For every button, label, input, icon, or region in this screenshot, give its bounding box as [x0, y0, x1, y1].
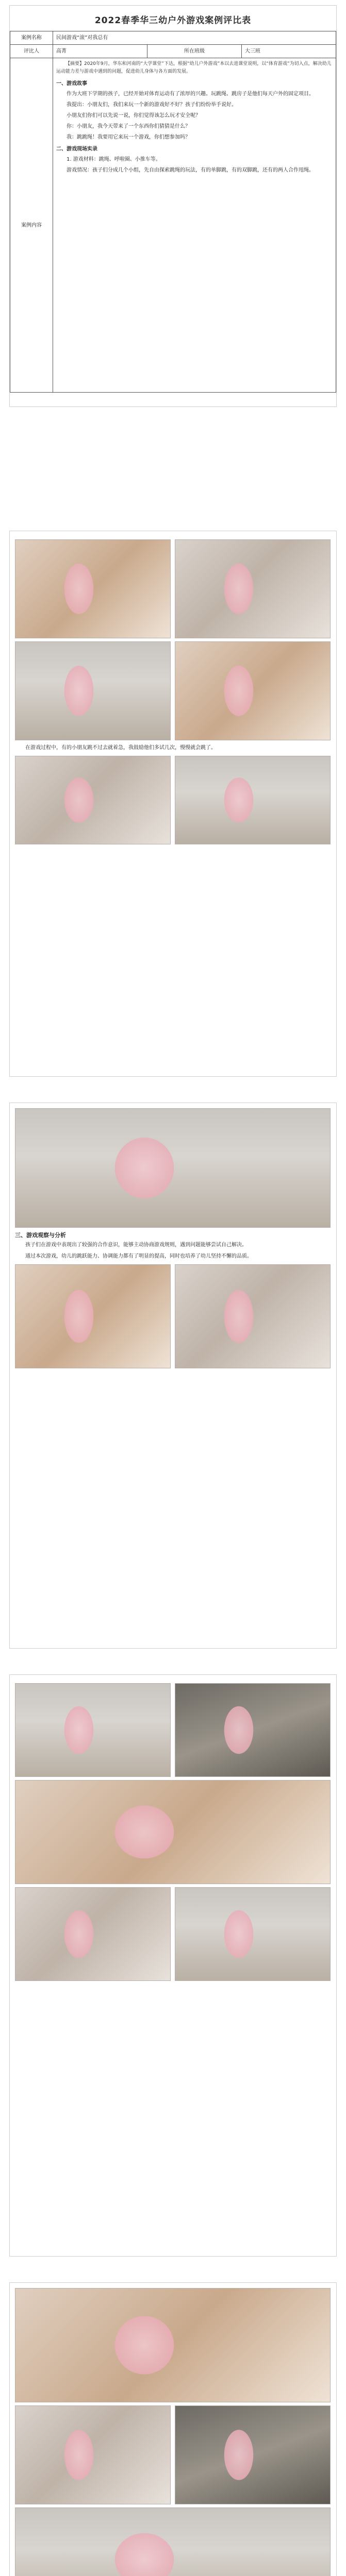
activity-photo	[175, 539, 331, 638]
activity-photo	[15, 1108, 331, 1228]
activity-photo	[175, 756, 331, 844]
activity-photo	[15, 1780, 331, 1884]
paragraph: 1. 游戏材料：跳绳、呼啦圈、小推车等。	[67, 156, 161, 162]
activity-photo	[175, 1683, 331, 1777]
section-heading: 二、游戏现场实录	[56, 146, 97, 152]
activity-photo	[175, 641, 331, 740]
activity-photo	[15, 2405, 171, 2504]
paragraph: 我：跳跳绳！我要用它来玩一个游戏，你们想参加吗？	[67, 134, 190, 140]
document-title: 2022春季华三幼户外游戏案例评比表	[94, 15, 252, 26]
activity-photo	[175, 1264, 331, 1368]
paragraph: 小朋友们你们可以先说一说，你们觉得该怎么玩才安全呢？	[67, 112, 201, 118]
activity-photo	[15, 641, 171, 740]
paragraph: 通过本次游戏，幼儿的跳跃能力、协调能力都有了明显的提高，同时也培养了幼儿坚持不懈的品质。	[25, 1253, 252, 1259]
class-value: 大三班	[242, 45, 336, 58]
activity-photo	[15, 2507, 331, 2576]
case-name-value: 民间游戏“滚”对我总有	[53, 31, 336, 45]
section-heading: 三、游戏观察与分析	[15, 1232, 66, 1239]
evaluator-label: 评比人	[10, 45, 53, 58]
paragraph: 我提出：小朋友们，我们来玩一个新的游戏好不好？孩子们纷纷举手说好。	[67, 101, 237, 108]
case-name-label: 案例名称	[10, 31, 53, 45]
activity-photo	[15, 1683, 171, 1777]
document-page-5	[9, 2282, 337, 2576]
activity-photo	[15, 2288, 331, 2402]
paragraph: 在游戏过程中，有的小朋友跳不过去就着急，我鼓励他们多试几次，慢慢就会跳了。	[25, 745, 216, 751]
document-page-4	[9, 1674, 337, 2257]
case-content-cell	[53, 58, 336, 393]
paragraph: 游戏情况：孩子们分成几个小组，先自由探索跳绳的玩法，有的单脚跳，有的双脚跳，还有的两人合作甩绳。	[67, 167, 314, 173]
activity-photo	[175, 2405, 331, 2504]
activity-photo	[15, 539, 171, 638]
activity-photo	[15, 756, 171, 844]
paragraph: 作为大班下学期的孩子，已经开始对体育运动有了浓厚的兴趣。玩跳绳、跳房子是他们每天户外的固定项目。	[67, 91, 314, 97]
activity-photo	[175, 1887, 331, 1981]
document-page-1	[9, 5, 337, 407]
paragraph: 孩子们在游戏中表现出了较强的合作意识，能够主动协商游戏规则，遇到问题能够尝试自己解决。	[25, 1242, 247, 1248]
activity-photo	[15, 1887, 171, 1981]
activity-photo	[15, 1264, 171, 1368]
case-content-label: 案例内容	[10, 58, 53, 393]
evaluator-value: 高菁	[53, 45, 147, 58]
document-page-3	[9, 1103, 337, 1649]
paragraph: 你：小朋友，我今天带来了一个东西你们猜猜是什么？	[67, 123, 190, 129]
document-page-2	[9, 531, 337, 1077]
abstract-text: 【摘要】2020年9月，华东和河南的“大学课堂”下达，根据“幼儿户外游戏”本以去进课堂说明，以“体育游戏”为切入点，解决幼儿运动能力差与游戏中遇到的问题，促进幼儿身体与各方面的发展。	[56, 61, 332, 75]
class-label: 所在班级	[147, 45, 242, 58]
evaluation-table	[10, 31, 336, 393]
section-heading: 一、游戏故事	[56, 80, 87, 87]
